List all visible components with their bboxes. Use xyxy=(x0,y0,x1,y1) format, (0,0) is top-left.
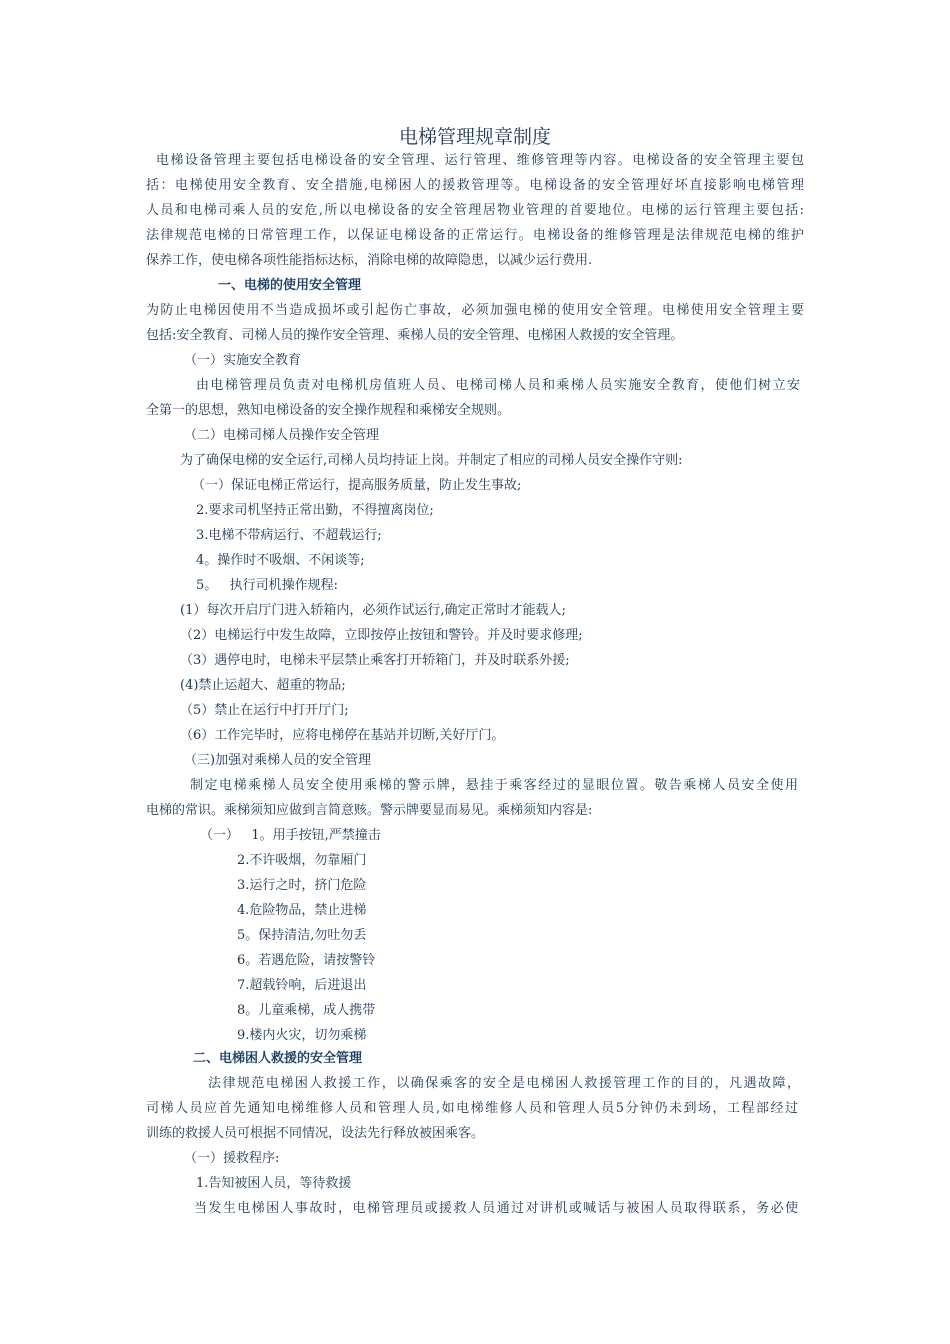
notice-item-9: 9.楼内火灾，切勿乘梯 xyxy=(237,1028,367,1043)
notice-item-7: 7.超载铃响，后进退出 xyxy=(237,978,367,993)
notice-item-1: （一） 1。用手按钮,严禁撞击 xyxy=(200,828,381,843)
procedure-item-5: （5）禁止在运行中打开厅门; xyxy=(180,703,349,718)
procedure-item-6: （6）工作完毕时，应将电梯停在基站并切断,关好厅门。 xyxy=(180,728,505,743)
procedure-item-3: （3）遇停电时，电梯未平层禁止乘客打开轿箱门，并及时联系外援; xyxy=(180,653,570,668)
rule-item-1: （一）保证电梯正常运行，提高服务质量，防止发生事故; xyxy=(192,478,522,493)
intro-line-2: 括：电梯使用安全教育、安全措施,电梯困人的援救管理等。电梯设备的安全管理好坏直接影响电梯管理 xyxy=(146,178,804,193)
section2-step-1: 1.告知被困人员，等待救援 xyxy=(196,1176,352,1191)
notice-item-8: 8。儿童乘梯，成人携带 xyxy=(237,1003,376,1018)
notice-item-4: 4.危险物品，禁止进梯 xyxy=(237,903,367,918)
intro-line-5: 保养工作，使电梯各项性能指标达标，消除电梯的故障隐患，以减少运行费用. xyxy=(146,253,593,268)
sub1-heading: （一）实施安全教育 xyxy=(184,353,302,368)
section1-para-line-2: 包括:安全教育、司梯人员的操作安全管理、乘梯人员的安全管理、电梯困人救援的安全管理。 xyxy=(146,328,684,343)
procedure-item-2: （2）电梯运行中发生故障，立即按停止按钮和警铃。并及时要求修理; xyxy=(180,628,583,643)
rule-item-4: 4。操作时不吸烟、不闲谈等; xyxy=(196,553,365,568)
section1-para-line-1: 为防止电梯因使用不当造成损坏或引起伤亡事故，必须加强电梯的使用安全管理。电梯使用安全管理主要 xyxy=(146,303,804,318)
section2-sub1-heading: （一）援救程序: xyxy=(184,1151,280,1166)
rule-item-2: 2.要求司机坚持正常出勤，不得擅离岗位; xyxy=(196,503,434,518)
sub1-para-line-2: 全第一的思想，熟知电梯设备的安全操作规程和乘梯安全规则。 xyxy=(146,403,511,418)
notice-item-5: 5。保持清洁,勿吐勿丢 xyxy=(237,928,367,943)
section1-heading: 一、电梯的使用安全管理 xyxy=(218,278,362,293)
sub3-para-line-2: 电梯的常识。乘梯须知应做到言简意赅。警示牌要显而易见。乘梯须知内容是: xyxy=(146,803,593,818)
section2-para-line-3: 训练的救援人员可根据不同情况，设法先行释放被困乘客。 xyxy=(146,1126,485,1141)
document-title: 电梯管理规章制度 xyxy=(398,126,551,148)
section2-para-line-1: 法律规范电梯困人救援工作，以确保乘客的安全是电梯困人救援管理工作的目的，凡遇故障， xyxy=(208,1076,800,1091)
procedure-item-1: (1）每次开启厅门进入轿箱内，必须作试运行,确定正常时才能载人; xyxy=(180,603,566,618)
sub2-intro: 为了确保电梯的安全运行,司梯人员均持证上岗。并制定了相应的司梯人员安全操作守则: xyxy=(180,453,683,468)
sub3-heading: （三)加强对乘梯人员的安全管理 xyxy=(184,753,372,768)
notice-item-6: 6。若遇危险，请按警铃 xyxy=(237,953,376,968)
section2-step1-para: 当发生电梯困人事故时，电梯管理员或援救人员通过对讲机或喊话与被困人员取得联系，务必使 xyxy=(194,1201,798,1216)
sub2-heading: （二）电梯司梯人员操作安全管理 xyxy=(184,428,380,443)
section2-heading: 二、电梯困人救援的安全管理 xyxy=(193,1051,363,1066)
notice-item-2: 2.不许吸烟，勿靠厢门 xyxy=(237,853,367,868)
section2-para-line-2: 司梯人员应首先通知电梯维修人员和管理人员,如电梯维修人员和管理人员5分钟仍未到场，工程部经过 xyxy=(146,1101,798,1116)
sub1-para-line-1: 由电梯管理员负责对电梯机房值班人员、电梯司梯人员和乘梯人员实施安全教育，使他们树立安 xyxy=(196,378,800,393)
procedure-item-4: (4)禁止运超大、超重的物品; xyxy=(180,678,346,693)
rule-item-5: 5。 执行司机操作规程: xyxy=(196,578,339,593)
intro-line-4: 法律规范电梯的日常管理工作，以保证电梯设备的正常运行。电梯设备的维修管理是法律规范电梯的维护 xyxy=(146,228,804,243)
notice-item-3: 3.运行之时，挤门危险 xyxy=(237,878,367,893)
sub3-para-line-1: 制定电梯乘梯人员安全使用乘梯的警示牌，悬挂于乘客经过的显眼位置。敬告乘梯人员安全使用 xyxy=(190,778,798,793)
intro-line-1: 电梯设备管理主要包括电梯设备的安全管理、运行管理、维修管理等内容。电梯设备的安全管理主要包 xyxy=(156,153,804,168)
rule-item-3: 3.电梯不带病运行、不超载运行; xyxy=(196,528,382,543)
intro-line-3: 人员和电梯司乘人员的安危,所以电梯设备的安全管理居物业管理的首要地位。电梯的运行管理主要包括: xyxy=(146,203,804,218)
